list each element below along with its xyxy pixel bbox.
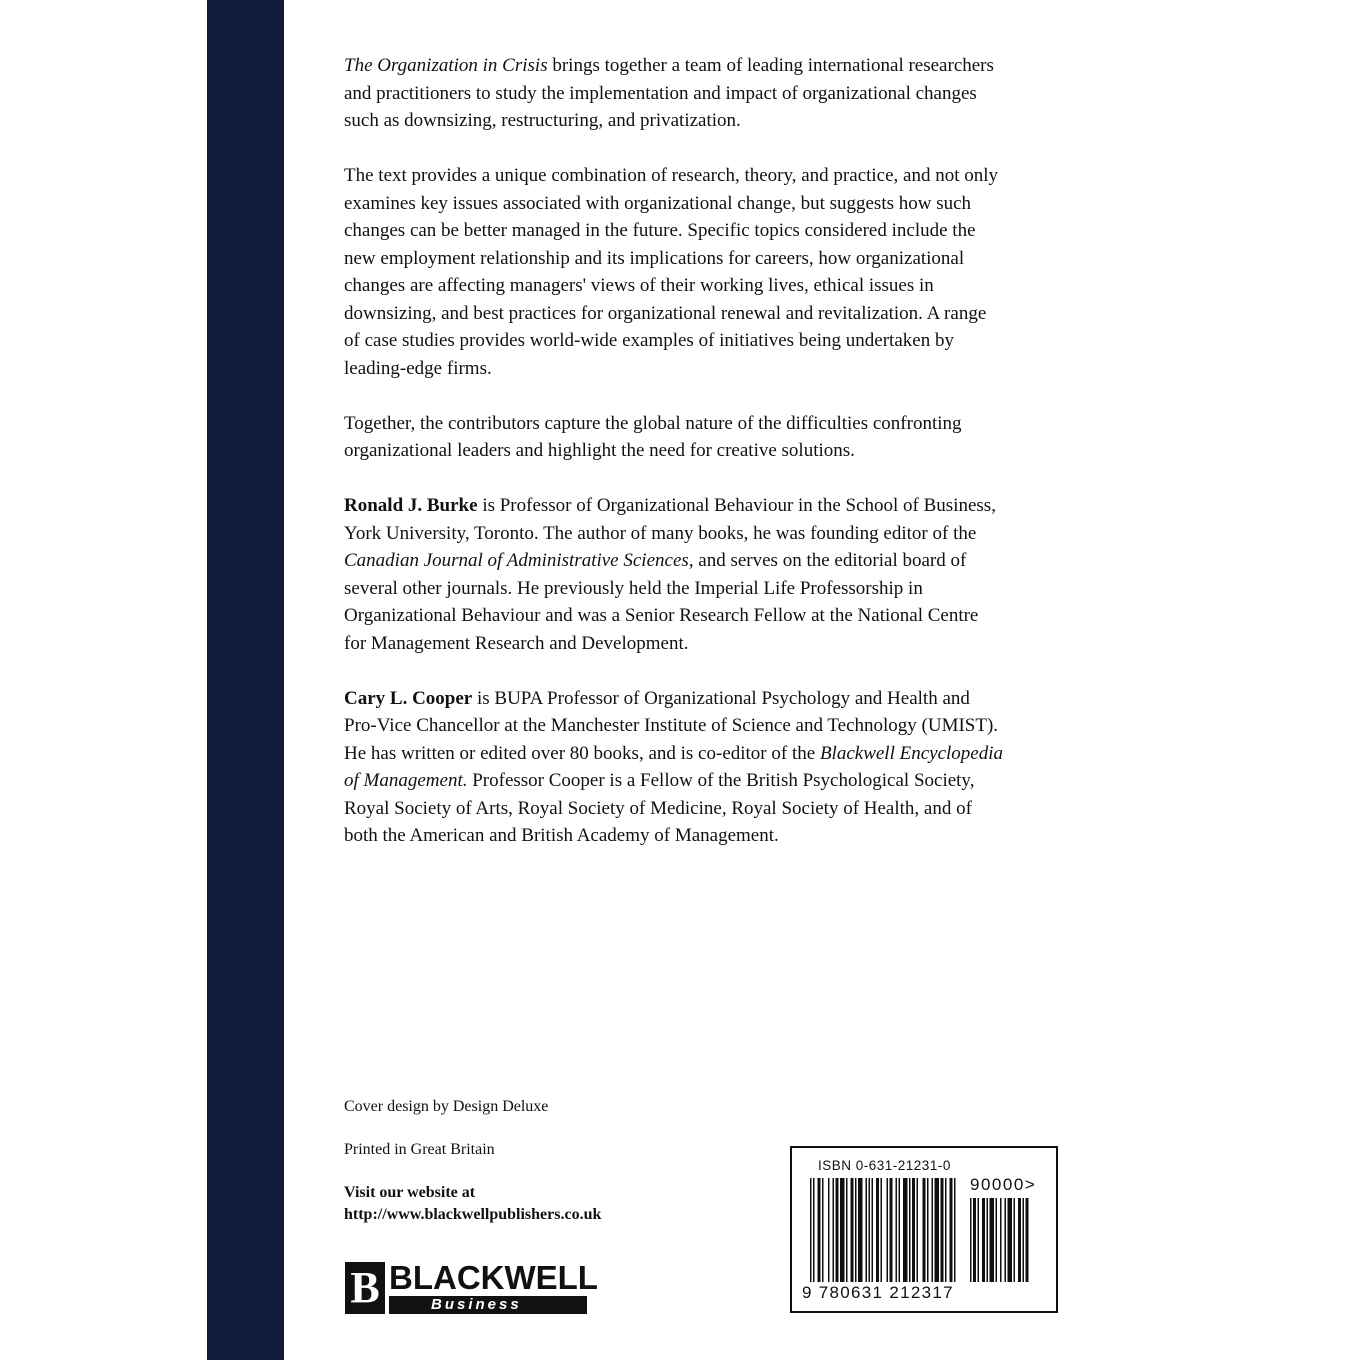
website-block [344, 1182, 601, 1225]
isbn-barcode [790, 1146, 1058, 1313]
logo-wordmark: BLACKWELL [389, 1259, 598, 1296]
barcode-bar [851, 1178, 854, 1282]
barcode-bar [828, 1178, 830, 1282]
summary-paragraph: Together, the contributors capture the global nature of the difficulties confronting organizational leaders and highlight the need for creative solutions. [344, 412, 962, 461]
price-addon-digits: 90000> [970, 1175, 1037, 1194]
barcode-bar [927, 1178, 929, 1282]
barcode-bar [909, 1178, 911, 1282]
back-cover-text [344, 52, 1004, 877]
barcode-bar [903, 1178, 908, 1282]
barcode-bar [810, 1178, 812, 1282]
barcode-bar [941, 1178, 944, 1282]
barcode-bar [1023, 1198, 1025, 1282]
barcode-bar [932, 1178, 934, 1282]
barcode-bar [846, 1178, 848, 1282]
barcode-bar [869, 1178, 871, 1282]
barcode-bar [1018, 1198, 1021, 1282]
isbn-number: ISBN 0-631-21231-0 [818, 1158, 951, 1173]
barcode-bar [813, 1178, 815, 1282]
burke-name: Ronald J. Burke [344, 495, 478, 516]
printed-in-credit: Printed in Great Britain [344, 1141, 495, 1158]
barcode-bar [840, 1178, 845, 1282]
barcode-bar [1008, 1198, 1013, 1282]
encyclopedia-title: Blackwell Encyclopedia of Management. [344, 742, 1003, 791]
barcode-bar [970, 1198, 972, 1282]
barcode-bar [982, 1198, 985, 1282]
logo-mark: B [345, 1262, 385, 1314]
book-title: The Organization in Crisis [344, 55, 548, 76]
blackwell-business-logo [345, 1259, 598, 1314]
barcode-bar [866, 1178, 868, 1282]
barcode-bar [876, 1178, 879, 1282]
barcode-bar [1014, 1198, 1016, 1282]
website-url[interactable]: http://www.blackwellpublishers.co.uk [344, 1205, 602, 1223]
barcode-bar [890, 1178, 893, 1282]
burke-bio: Ronald J. Burke is Professor of Organizational Behaviour in the School of Business, York University, Toronto. The author of many books, he was founding editor of the Canadian Journal of Administrative Sciences, and serves on the editorial board of several other journals. He previously held the Imperial Life Professorship in Organizational Behaviour and was a Senior Research Fellow at the National Centre for Management Research and Development. [344, 495, 996, 654]
cover-design-credit: Cover design by Design Deluxe [344, 1098, 549, 1115]
barcode-bar [950, 1178, 953, 1282]
barcode-bar [855, 1178, 857, 1282]
barcode-bar [987, 1198, 989, 1282]
barcode-bar [954, 1178, 956, 1282]
barcode-bar [881, 1178, 883, 1282]
description-paragraph: The text provides a unique combination of research, theory, and practice, and not only examines key issues associated with organizational change, but suggests how such changes can be better managed in the future. Specific topics considered include the new employment relationship and its implications for careers, how organizational changes are affecting managers' views of their working lives, ethical issues in downsizing, and best practices for organizational renewal and revitalization. A range of case studies provides world-wide examples of initiatives being undertaken by leading-edge firms. [344, 165, 999, 379]
addon-barcode-bars [970, 1198, 1042, 1282]
barcode-bar [996, 1198, 998, 1282]
cover-spine-band [207, 0, 284, 1360]
barcode-bar [945, 1178, 947, 1282]
barcode-bar [896, 1178, 898, 1282]
journal-title: Canadian Journal of Administrative Sciences, [344, 550, 694, 571]
barcode-bar [912, 1178, 915, 1282]
barcode-bar [833, 1178, 835, 1282]
ean-barcode-bars [810, 1178, 960, 1282]
barcode-bar [1026, 1198, 1029, 1282]
website-label: Visit our website at [344, 1184, 476, 1201]
ean-digits: 9 780631 212317 [802, 1283, 954, 1302]
cooper-bio: Cary L. Cooper is BUPA Professor of Organizational Psychology and Health and Pro-Vice Chancellor at the Manchester Institute of Science and Technology (UMIST). He has written or edited over 80 books, and is co-editor of the Blackwell Encyclopedia of Management. Professor Cooper is a Fellow of the British Psychological Society, Royal Society of Arts, Royal Society of Medicine, Royal Society of Health, and of both the American and British Academy of Management. [344, 687, 1003, 846]
barcode-bar [935, 1178, 940, 1282]
barcode-bar [872, 1178, 874, 1282]
barcode-bar [858, 1178, 863, 1282]
barcode-bar [818, 1178, 821, 1282]
intro-paragraph: The Organization in Crisis brings together a team of leading international researchers and practitioners to study the implementation and impact of organizational changes such as downsizing, restructuring, and privatization. [344, 55, 994, 131]
cooper-name: Cary L. Cooper [344, 687, 473, 709]
barcode-bar [917, 1178, 919, 1282]
barcode-bar [1000, 1198, 1002, 1282]
barcode-bar [899, 1178, 901, 1282]
barcode-bar [973, 1198, 976, 1282]
barcode-bar [978, 1198, 980, 1282]
barcode-bar [836, 1178, 839, 1282]
barcode-bar [923, 1178, 926, 1282]
barcode-bar [990, 1198, 995, 1282]
barcode-bar [887, 1178, 889, 1282]
barcode-bar [822, 1178, 824, 1282]
logo-subtitle: Business [389, 1296, 587, 1314]
barcode-bar [1005, 1198, 1007, 1282]
